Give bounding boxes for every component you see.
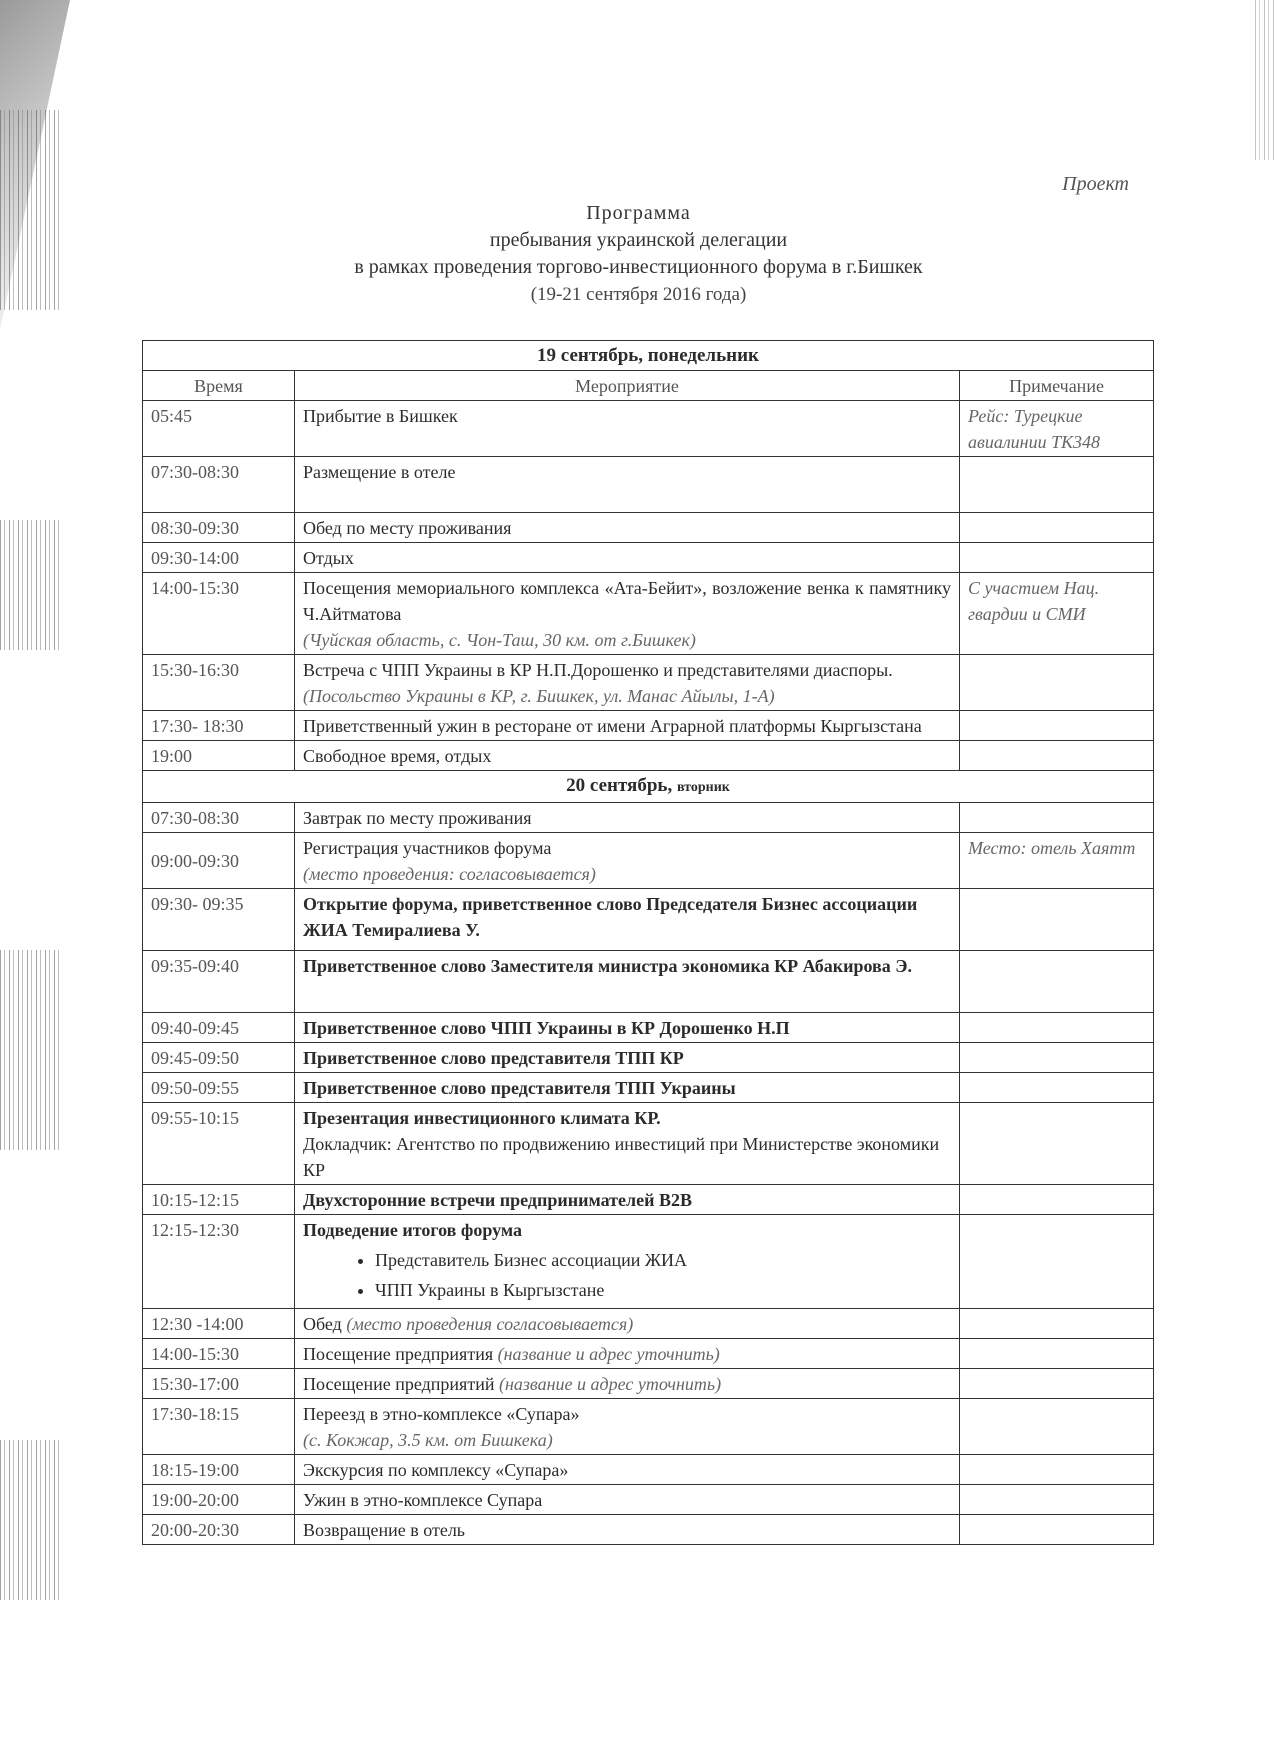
row-note: [960, 1013, 1154, 1043]
event-text: Регистрация участников форума: [303, 838, 552, 858]
row-note: [960, 1399, 1154, 1455]
row-event: Возвращение в отель: [295, 1515, 960, 1545]
scan-noise: [0, 950, 60, 1150]
row-note: [960, 1455, 1154, 1485]
row-note: [960, 1515, 1154, 1545]
row-event: Размещение в отеле: [295, 457, 960, 513]
row-time: 09:35-09:40: [143, 951, 295, 1013]
row-event: [295, 655, 960, 711]
row-event: [295, 573, 960, 655]
row-event: [295, 1309, 960, 1339]
table-row: [143, 1399, 1154, 1455]
list-item: • Представитель Бизнес ассоциации ЖИА: [375, 1247, 951, 1273]
row-event: Приветственное слово представителя ТПП Украины: [295, 1073, 960, 1103]
table-row: [143, 1013, 1154, 1043]
row-event: [295, 1369, 960, 1399]
event-text: Обед: [303, 1314, 342, 1334]
row-time: 17:30-18:15: [143, 1399, 295, 1455]
row-time: 20:00-20:30: [143, 1515, 295, 1545]
row-note: [960, 803, 1154, 833]
scan-noise: [0, 520, 60, 650]
row-note: Место: отель Хаятт: [960, 833, 1154, 889]
row-time: 07:30-08:30: [143, 457, 295, 513]
row-note: С участием Нац. гвардии и СМИ: [960, 573, 1154, 655]
table-row: [143, 1515, 1154, 1545]
day-title: [143, 771, 1154, 803]
table-row: [143, 803, 1154, 833]
event-text: Посещения мемориального комплекса «Ата-Бейит», возложение венка к памятнику Ч.Айтматова: [303, 578, 951, 624]
table-row: [143, 1185, 1154, 1215]
row-time: 12:15-12:30: [143, 1215, 295, 1309]
row-time: 15:30-16:30: [143, 655, 295, 711]
row-event: Ужин в этно-комплексе Супара: [295, 1485, 960, 1515]
row-note: [960, 1185, 1154, 1215]
row-note: [960, 1103, 1154, 1185]
list-item: • ЧПП Украины в Кыргызстане: [375, 1277, 951, 1303]
row-time: 10:15-12:15: [143, 1185, 295, 1215]
scan-noise: [1255, 0, 1277, 160]
row-time: 09:45-09:50: [143, 1043, 295, 1073]
row-event: Двухсторонние встречи предпринимателей B2B: [295, 1185, 960, 1215]
row-event: Приветственное слово ЧПП Украины в КР Дорошенко Н.П: [295, 1013, 960, 1043]
row-time: 12:30 -14:00: [143, 1309, 295, 1339]
event-location: (место проведения согласовывается): [346, 1314, 634, 1334]
column-header-row: [143, 371, 1154, 401]
row-note: [960, 951, 1154, 1013]
event-text: Подведение итогов форума: [303, 1220, 522, 1240]
row-event: Приветственный ужин в ресторане от имени Аграрной платформы Кыргызстана: [295, 711, 960, 741]
subtitle-1: пребывания украинской делегации: [489, 229, 788, 251]
event-text: Презентация инвестиционного климата КР.: [303, 1108, 661, 1128]
table-row: [143, 1215, 1154, 1309]
table-row: [143, 1339, 1154, 1369]
row-time: 07:30-08:30: [143, 803, 295, 833]
table-row: [143, 951, 1154, 1013]
row-time: 14:00-15:30: [143, 573, 295, 655]
event-text: Переезд в этно-комплексе «Супара»: [303, 1404, 580, 1424]
row-event: [295, 1215, 960, 1309]
row-note: [960, 1043, 1154, 1073]
row-note: [960, 1339, 1154, 1369]
row-event: Экскурсия по комплексу «Супара»: [295, 1455, 960, 1485]
row-event: [295, 1399, 960, 1455]
row-event: Приветственное слово представителя ТПП КР: [295, 1043, 960, 1073]
row-event: [295, 1339, 960, 1369]
table-row: [143, 401, 1154, 457]
row-time: 09:30-14:00: [143, 543, 295, 573]
event-location: (место проведения: согласовывается): [303, 864, 596, 884]
table-row: [143, 513, 1154, 543]
row-event: Завтрак по месту проживания: [295, 803, 960, 833]
row-event: Приветственное слово Заместителя министра экономика КР Абакирова Э.: [295, 951, 960, 1013]
program-table: [142, 340, 1154, 1545]
event-location: (название и адрес уточнить): [497, 1344, 720, 1364]
row-time: 09:40-09:45: [143, 1013, 295, 1043]
table-row: [143, 457, 1154, 513]
event-location: (Посольство Украины в КР, г. Бишкек, ул. Манас Айылы, 1-А): [303, 686, 775, 706]
event-location: (название и адрес уточнить): [498, 1374, 722, 1394]
row-event: Прибытие в Бишкек: [295, 401, 960, 457]
row-time: 08:30-09:30: [143, 513, 295, 543]
row-note: [960, 1073, 1154, 1103]
day-date: 20 сентябрь,: [566, 775, 673, 796]
draft-stamp: Проект: [1062, 173, 1129, 195]
document-header: [0, 200, 1277, 308]
table-row: [143, 1073, 1154, 1103]
row-event: Обед по месту проживания: [295, 513, 960, 543]
row-event: Открытие форума, приветственное слово Председателя Бизнес ассоциации ЖИА Темиралиева У.: [295, 889, 960, 951]
row-time: 09:50-09:55: [143, 1073, 295, 1103]
day-header: [143, 771, 1154, 803]
row-event: Свободное время, отдых: [295, 741, 960, 771]
row-note: [960, 543, 1154, 573]
column-note: Примечание: [960, 371, 1154, 401]
row-time: 15:30-17:00: [143, 1369, 295, 1399]
row-note: [960, 889, 1154, 951]
table-row: [143, 573, 1154, 655]
event-text: Встреча с ЧПП Украины в КР Н.П.Дорошенко и представителями диаспоры.: [303, 660, 893, 680]
row-note: [960, 1369, 1154, 1399]
event-location: (с. Кокжар, 3.5 км. от Бишкека): [303, 1430, 553, 1450]
row-time: 17:30- 18:30: [143, 711, 295, 741]
table-row: [143, 1103, 1154, 1185]
table-row: [143, 1455, 1154, 1485]
row-time: 19:00-20:00: [143, 1485, 295, 1515]
row-note: [960, 1485, 1154, 1515]
event-location: (Чуйская область, с. Чон-Таш, 30 км. от г.Бишкек): [303, 630, 696, 650]
day-title: 19 сентябрь, понедельник: [143, 341, 1154, 371]
row-note: [960, 655, 1154, 711]
row-event: Отдых: [295, 543, 960, 573]
row-note: [960, 513, 1154, 543]
table-row: [143, 1309, 1154, 1339]
row-time: 18:15-19:00: [143, 1455, 295, 1485]
row-note: [960, 1309, 1154, 1339]
table-row: [143, 1043, 1154, 1073]
row-time: 09:55-10:15: [143, 1103, 295, 1185]
table-row: [143, 833, 1154, 889]
table-row: [143, 655, 1154, 711]
table-row: [143, 889, 1154, 951]
row-time: 09:30- 09:35: [143, 889, 295, 951]
row-note: [960, 711, 1154, 741]
row-time: 19:00: [143, 741, 295, 771]
table-row: [143, 711, 1154, 741]
table-row: [143, 1369, 1154, 1399]
column-event: Мероприятие: [295, 371, 960, 401]
event-text: Посещение предприятия: [303, 1344, 494, 1364]
day-header: [143, 341, 1154, 371]
title: Программа: [586, 202, 691, 224]
subtitle-2: в рамках проведения торгово-инвестиционного форума в г.Бишкек: [354, 256, 923, 278]
row-note: [960, 1215, 1154, 1309]
row-note: [960, 457, 1154, 513]
day-weekday: вторник: [676, 780, 730, 795]
row-note: Рейс: Турецкие авиалинии ТК348: [960, 401, 1154, 457]
bullet-list: [303, 1247, 951, 1303]
event-text: Посещение предприятий: [303, 1374, 495, 1394]
row-time: 05:45: [143, 401, 295, 457]
row-note: [960, 741, 1154, 771]
row-time: 09:00-09:30: [143, 833, 295, 889]
table-row: [143, 741, 1154, 771]
row-time: 14:00-15:30: [143, 1339, 295, 1369]
table-row: [143, 1485, 1154, 1515]
table-row: [143, 543, 1154, 573]
row-event: [295, 1103, 960, 1185]
column-time: Время: [143, 371, 295, 401]
date-range: (19-21 сентября 2016 года): [530, 284, 747, 305]
row-event: [295, 833, 960, 889]
scan-noise: [0, 1440, 60, 1600]
event-speaker: Докладчик: Агентство по продвижению инвестиций при Министерстве экономики КР: [303, 1134, 940, 1180]
